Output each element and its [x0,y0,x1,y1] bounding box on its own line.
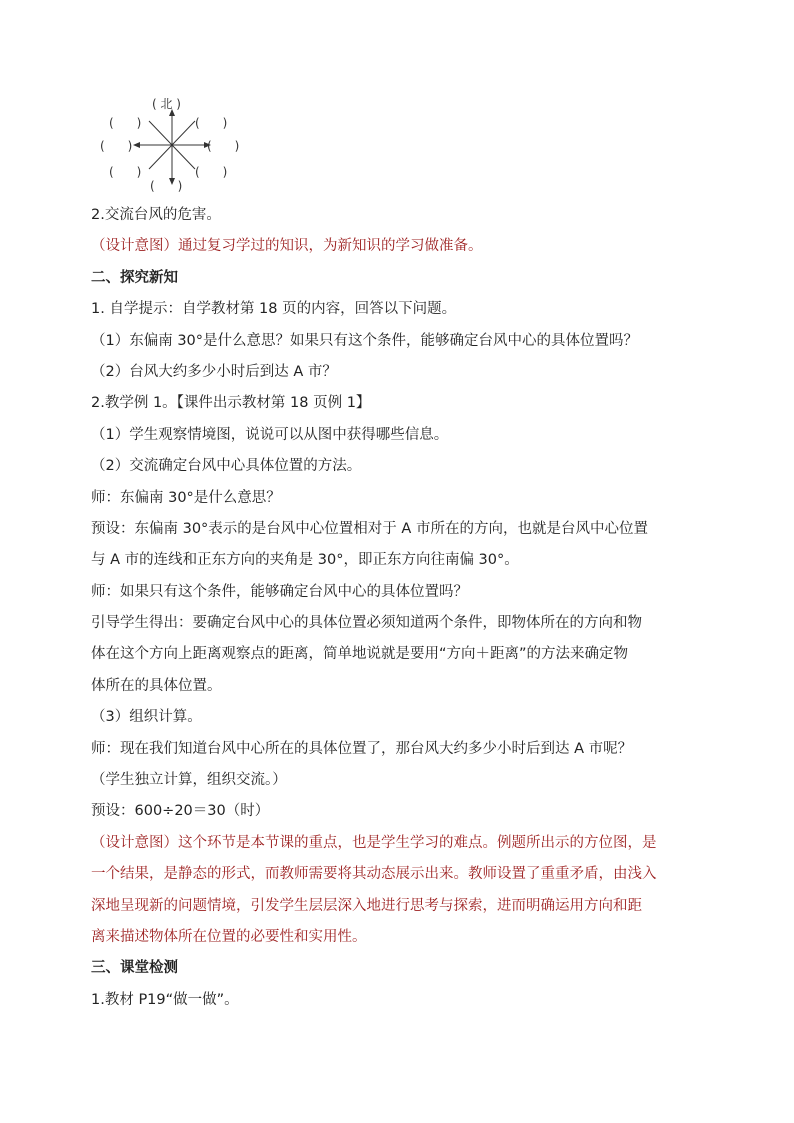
text-line: （1）东偏南 30°是什么意思？如果只有这个条件，能够确定台风中心的具体位置吗？ [91,332,639,349]
section-heading: 三、课堂检测 [91,960,178,977]
text-line: 师：东偏南 30°是什么意思？ [91,489,281,506]
document-body [91,200,711,1016]
design-intent-line: 离来描述物体所在位置的必要性和实用性。 [91,928,367,945]
text-line: （3）组织计算。 [91,709,202,726]
text-line: 师：如果只有这个条件，能够确定台风中心的具体位置吗？ [91,583,468,600]
text-line: 引导学生得出：要确定台风中心的具体位置必须知道两个条件，即物体所在的方向和物 [91,615,642,632]
design-intent-line: 深地呈现新的问题情境，引发学生层层深入地进行思考与探索，进而明确运用方向和距 [91,897,642,914]
design-intent-line: （设计意图）这个环节是本节课的重点，也是学生学习的难点。例题所出示的方位图，是 [91,834,657,851]
compass-label-northwest: ( ) [109,116,142,130]
text-line: 师：现在我们知道台风中心所在的具体位置了，那台风大约多少小时后到达 A 市呢？ [91,740,633,757]
text-line: 2.交流台风的危害。 [91,207,221,223]
compass-label-west: ( ) [100,139,133,153]
design-intent-line: 一个结果，是静态的形式，而教师需要将其动态展示出来。教师设置了重重矛盾，由浅入 [91,866,657,883]
design-intent-line: （设计意图）通过复习学过的知识，为新知识的学习做准备。 [91,238,483,255]
section-heading: 二、探究新知 [91,269,178,286]
text-line: 预设：600÷20＝30（时） [91,803,270,820]
text-line: （1）学生观察情境图，说说可以从图中获得哪些信息。 [91,426,449,443]
text-line: 与 A 市的连线和正东方向的夹角是 30°，即正东方向往南偏 30°。 [91,552,519,569]
compass-label-south: ( ) [150,179,183,193]
text-line: 体在这个方向上距离观察点的距离，简单地说就是要用“方向＋距离”的方法来确定物 [91,646,629,663]
text-line: （学生独立计算，组织交流。） [91,772,287,789]
compass-label-southeast: ( ) [195,165,228,179]
text-line: 1. 自学提示：自学教材第 18 页的内容，回答以下问题。 [91,301,457,318]
text-line: 体所在的具体位置。 [91,677,222,694]
text-line: 2.教学例 1。【课件出示教材第 18 页例 1】 [91,395,371,412]
compass-label-north: ( 北 ) [152,97,181,111]
text-line: （2）台风大约多少小时后到达 A 市？ [91,363,337,380]
text-line: 1.教材 P19“做一做”。 [91,991,239,1008]
text-line: （2）交流确定台风中心具体位置的方法。 [91,458,362,475]
compass-label-east: ( ) [207,139,240,153]
text-line: 预设：东偏南 30°表示的是台风中心位置相对于 A 市所在的方向，也就是台风中心位置 [91,520,648,537]
compass-label-northeast: ( ) [195,116,228,130]
compass-diagram [95,95,255,195]
compass-label-southwest: ( ) [109,165,142,179]
